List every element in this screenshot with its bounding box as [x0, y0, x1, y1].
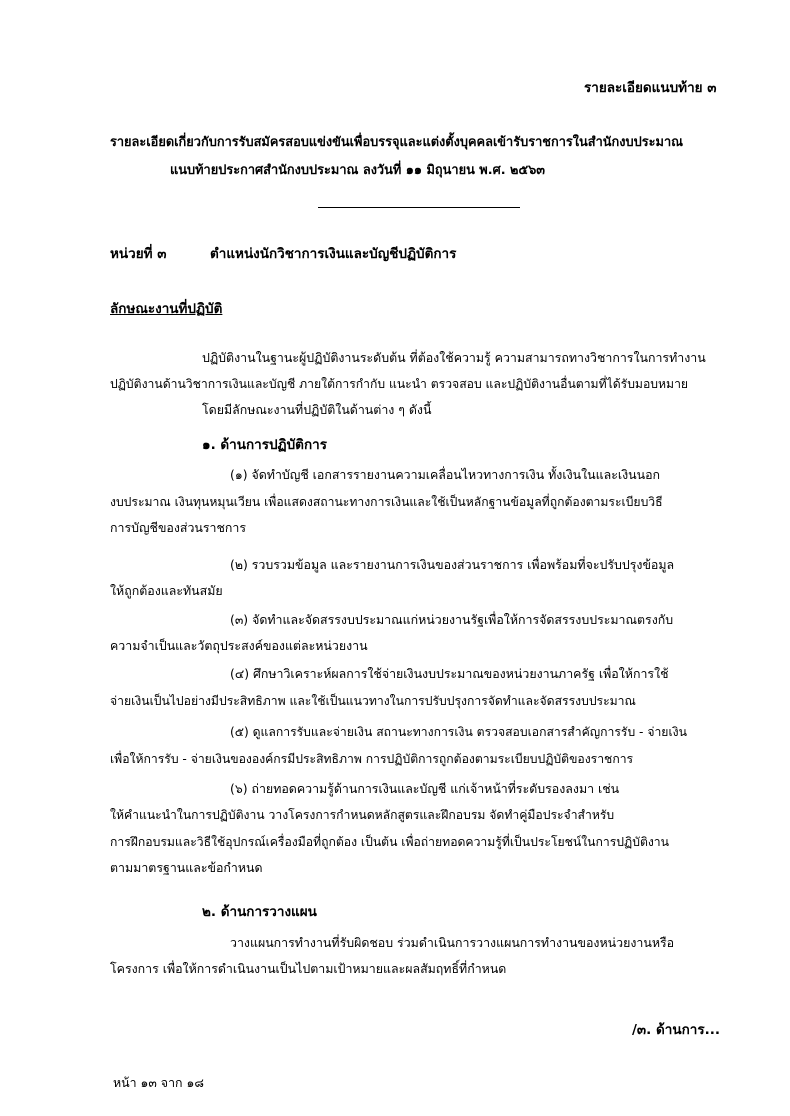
section-1-item-6-line: ตามมาตรฐานและข้อกำหนด: [110, 860, 263, 875]
section-1-item-6-line: (๖) ถ่ายทอดความรู้ด้านการเงินและบัญชี แก่เจ้าหน้าที่ระดับรองลงมา เช่น: [230, 781, 620, 796]
section-1-item-3-line: (๓) จัดทำและจัดสรรงบประมาณแก่หน่วยงานรัฐเพื่อให้การจัดสรรงบประมาณตรงกับ: [230, 612, 674, 627]
section-1-item-2-line: ให้ถูกต้องและทันสมัย: [110, 583, 223, 598]
section-1-item-5-line: (๕) ดูแลการรับและจ่ายเงิน สถานะทางการเงิน ตรวจสอบเอกสารสำคัญการรับ - จ่ายเงิน: [230, 725, 687, 739]
section-1-item-4-line: จ่ายเงินเป็นไปอย่างมีประสิทธิภาพ และใช้เป็นแนวทางในการปรับปรุงการจัดทำและจัดสรรงบประมาณ: [110, 694, 636, 708]
attachment-label: รายละเอียดแนบท้าย ๓: [584, 80, 717, 96]
document-title-line-2: แนบท้ายประกาศสำนักงบประมาณ ลงวันที่ ๑๑ มิถุนายน พ.ศ. ๒๕๖๓: [170, 163, 546, 178]
section-1-heading: ๑. ด้านการปฏิบัติการ: [202, 437, 327, 453]
intro-line: ปฏิบัติงานด้านวิชาการเงินและบัญชี ภายใต้การกำกับ แนะนำ ตรวจสอบ และปฏิบัติงานอื่นตามที่ได้รับมอบหมาย: [110, 377, 689, 391]
section-1-item-3-line: ความจำเป็นและวัตถุประสงค์ของแต่ละหน่วยงาน: [110, 638, 368, 653]
intro-line: โดยมีลักษณะงานที่ปฏิบัติในด้านต่าง ๆ ดังนี้: [202, 402, 432, 417]
section-2-heading: ๒. ด้านการวางแผน: [202, 904, 317, 920]
document-title-line-1: รายละเอียดเกี่ยวกับการรับสมัครสอบแข่งขันเพื่อบรรจุและแต่งตั้งบุคคลเข้ารับราชการในสำนักงบประมาณ: [110, 135, 684, 150]
section-1-item-1-line: งบประมาณ เงินทุนหมุนเวียน เพื่อแสดงสถานะทางการเงินและใช้เป็นหลักฐานข้อมูลที่ถูกต้องตามระเบียบวิธี: [110, 495, 663, 509]
section-1-item-6-line: การฝึกอบรมและวิธีใช้อุปกรณ์เครื่องมือที่ถูกต้อง เป็นต้น เพื่อถ่ายทอดความรู้ที่เป็นประโยชน์ในการปฏิบัติงาน: [110, 835, 669, 849]
page-number: หน้า ๑๓ จาก ๑๘: [113, 1075, 204, 1090]
section-2-line: วางแผนการทำงานที่รับผิดชอบ ร่วมดำเนินการวางแผนการทำงานของหน่วยงานหรือ: [230, 935, 675, 950]
continuation-marker: /๓. ด้านการ...: [632, 1022, 720, 1038]
section-1-item-5-line: เพื่อให้การรับ - จ่ายเงินขององค์กรมีประสิทธิภาพ การปฏิบัติการถูกต้องตามระเบียบปฏิบัติของราชการ: [110, 752, 634, 766]
section-1-item-1-line: (๑) จัดทำบัญชี เอกสารรายงานความเคลื่อนไหวทางการเงิน ทั้งเงินในและเงินนอก: [230, 467, 661, 482]
unit-position: ตำแหน่งนักวิชาการเงินและบัญชีปฏิบัติการ: [210, 246, 457, 262]
section-1-item-4-line: (๔) ศึกษาวิเคราะห์ผลการใช้จ่ายเงินงบประมาณของหน่วยงานภาครัฐ เพื่อให้การใช้: [230, 666, 669, 681]
job-description-heading: ลักษณะงานที่ปฏิบัติ: [110, 301, 223, 317]
section-1-item-1-line: การบัญชีของส่วนราชการ: [110, 520, 247, 535]
intro-line: ปฏิบัติงานในฐานะผู้ปฏิบัติงานระดับต้น ที่ต้องใช้ความรู้ ความสามารถทางวิชาการในการทำงาน: [202, 350, 706, 365]
title-divider: [318, 207, 520, 208]
unit-label: หน่วยที่ ๓: [110, 246, 167, 262]
section-2-line: โครงการ เพื่อให้การดำเนินงานเป็นไปตามเป้าหมายและผลสัมฤทธิ์ที่กำหนด: [110, 961, 507, 976]
section-1-item-6-line: ให้คำแนะนำในการปฏิบัติงาน วางโครงการกำหนดหลักสูตรและฝึกอบรม จัดทำคู่มือประจำสำหรับ: [110, 808, 615, 822]
section-1-item-2-line: (๒) รวบรวมข้อมูล และรายงานการเงินของส่วนราชการ เพื่อพร้อมที่จะปรับปรุงข้อมูล: [230, 557, 675, 572]
